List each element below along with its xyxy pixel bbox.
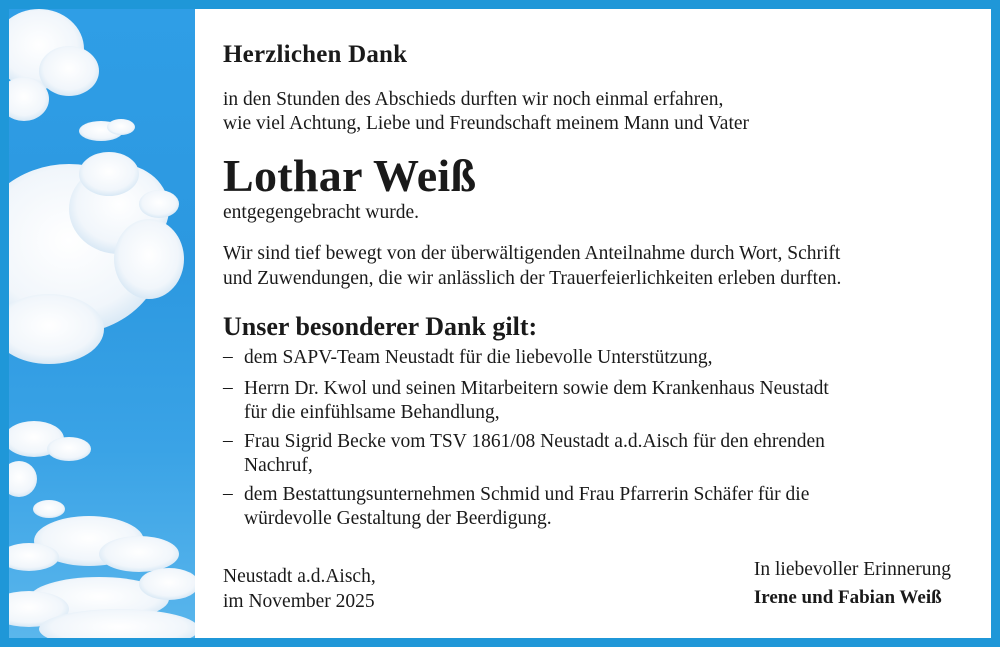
date-text: im November 2025 [223,591,375,612]
signoff-names: Irene und Fabian Weiß [753,587,942,608]
dash-bullet: – [223,483,233,504]
dash-bullet: – [223,346,233,367]
place-date [223,564,376,614]
thanks-item-line: Frau Sigrid Becke vom TSV 1861/08 Neustadt a.d.Aisch für den ehrenden [244,431,825,452]
signoff-intro: In liebevoller Erinnerung [753,559,951,580]
intro-line-2: wie viel Achtung, Liebe und Freundschaft meinem Mann und Vater [223,113,750,134]
thanks-item-line: Nachruf, [244,455,313,476]
paragraph-line-1: Wir sind tief bewegt von der überwältigenden Anteilnahme durch Wort, Schrift [223,243,841,264]
notice-heading: Herzlichen Dank [223,41,408,68]
thanks-subheading: Unser besonderer Dank gilt: [223,312,538,341]
clouds-illustration [9,9,195,638]
after-name-line: entgegengebracht wurde. [223,202,419,223]
thanks-item-line: Herrn Dr. Kwol und seinen Mitarbeitern sowie dem Krankenhaus Neustadt [244,378,829,399]
deceased-name: Lothar Weiß [223,150,477,201]
thanks-item-line: für die einfühlsame Behandlung, [244,402,500,423]
thanks-item-line: würdevolle Gestaltung der Beerdigung. [244,508,552,529]
thanks-item-line: dem Bestattungsunternehmen Schmid und Frau Pfarrerin Schäfer für die [244,484,810,505]
place-text: Neustadt a.d.Aisch, [223,566,376,587]
intro-line-1: in den Stunden des Abschieds durften wir noch einmal erfahren, [223,89,724,110]
notice-card [195,9,991,638]
signoff [754,556,951,612]
sky-clouds-image [9,9,195,638]
paragraph-line-2: und Zuwendungen, die wir anlässlich der Trauerfeierlichkeiten erleben durften. [223,268,842,289]
dash-bullet: – [223,377,233,398]
thanks-item-line: dem SAPV-Team Neustadt für die liebevolle Unterstützung, [244,347,713,368]
dash-bullet: – [223,430,233,451]
